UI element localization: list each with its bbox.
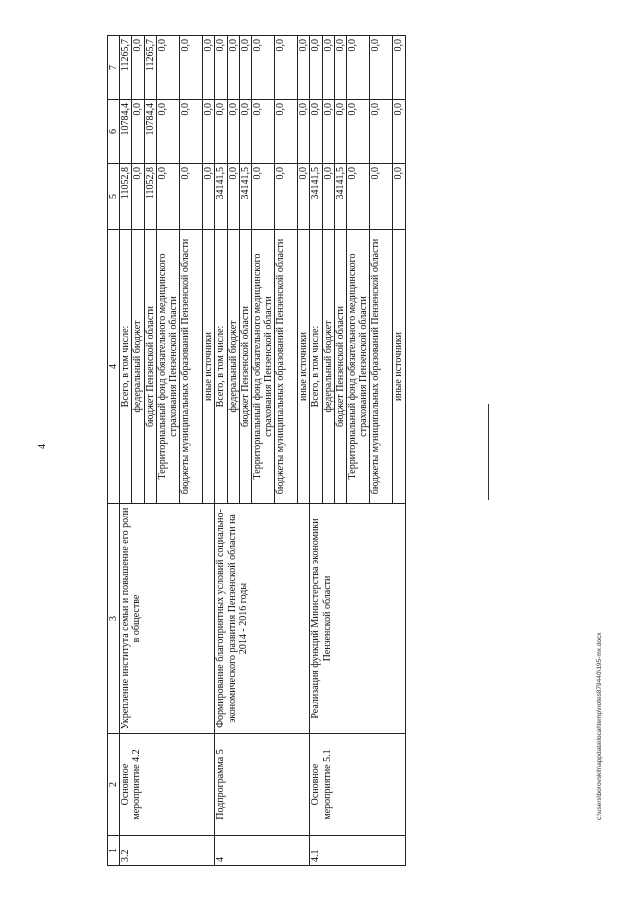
funding-source: федеральный бюджет (227, 230, 239, 504)
value-col-7: 0,0 (322, 36, 334, 100)
program-name: Основное мероприятие 4.2 (120, 734, 215, 836)
value-col-5: 34141,5 (310, 164, 322, 230)
value-col-7: 0,0 (347, 36, 370, 100)
value-col-6: 0,0 (180, 100, 203, 164)
program-description: Укрепление института семьи и повышение его роли в обществе (120, 504, 215, 734)
value-col-6: 0,0 (322, 100, 334, 164)
rotated-table-wrapper (107, 36, 473, 866)
value-col-6: 10784,4 (144, 100, 156, 164)
value-col-5: 0,0 (370, 164, 393, 230)
value-col-6: 0,0 (215, 100, 227, 164)
value-col-6: 0,0 (275, 100, 298, 164)
row-number: 4 (215, 836, 310, 866)
program-description: Формирование благоприятных условий социально-экономического развития Пензенской области на 2014 - 2016 годы (215, 504, 310, 734)
value-col-6: 0,0 (251, 100, 274, 164)
funding-source: бюджеты муниципальных образований Пензенской области (275, 230, 298, 504)
value-col-5: 11052,8 (120, 164, 132, 230)
funding-source: федеральный бюджет (322, 230, 334, 504)
value-col-5: 0,0 (322, 164, 334, 230)
value-col-6: 0,0 (132, 100, 144, 164)
program-name: Подпрограмма 5 (215, 734, 310, 836)
funding-source: иные источники (393, 230, 405, 504)
value-col-5: 0,0 (251, 164, 274, 230)
header-col-1: 1 (108, 836, 120, 866)
table-row (310, 36, 322, 866)
value-col-7: 0,0 (275, 36, 298, 100)
table-row (120, 36, 132, 866)
header-col-3: 3 (108, 504, 120, 734)
funding-source: Территориальный фонд обязательного медицинского страхования Пензенской области (251, 230, 274, 504)
funding-source: Всего, в том числе: (310, 230, 322, 504)
value-col-7: 11265,7 (144, 36, 156, 100)
funding-source: Всего, в том числе: (215, 230, 227, 504)
header-col-6: 6 (108, 100, 120, 164)
value-col-5: 0,0 (298, 164, 310, 230)
value-col-7: 0,0 (310, 36, 322, 100)
value-col-7: 0,0 (239, 36, 251, 100)
funding-source: бюджеты муниципальных образований Пензенской области (180, 230, 203, 504)
footer-file-path: c:\users\borovskih\appdata\local\temp\notes879440\195-mx.docx (596, 632, 603, 820)
header-col-4: 4 (108, 230, 120, 504)
value-col-6: 0,0 (310, 100, 322, 164)
value-col-6: 0,0 (393, 100, 405, 164)
value-col-5: 0,0 (227, 164, 239, 230)
value-col-7: 0,0 (227, 36, 239, 100)
value-col-5: 0,0 (393, 164, 405, 230)
value-col-5: 0,0 (203, 164, 215, 230)
value-col-5: 0,0 (275, 164, 298, 230)
header-col-2: 2 (108, 734, 120, 836)
value-col-6: 0,0 (334, 100, 346, 164)
value-col-7: 0,0 (132, 36, 144, 100)
value-col-5: 0,0 (156, 164, 179, 230)
table-row (215, 36, 227, 866)
page-number: 4 (37, 444, 48, 449)
value-col-6: 0,0 (298, 100, 310, 164)
value-col-7: 0,0 (215, 36, 227, 100)
funding-source: бюджет Пензенской области (144, 230, 156, 504)
value-col-6: 0,0 (203, 100, 215, 164)
table-header-row (108, 36, 120, 866)
value-col-7: 0,0 (203, 36, 215, 100)
value-col-7: 0,0 (251, 36, 274, 100)
funding-source: бюджеты муниципальных образований Пензенской области (370, 230, 393, 504)
value-col-6: 0,0 (347, 100, 370, 164)
value-col-6: 0,0 (156, 100, 179, 164)
value-col-7: 0,0 (334, 36, 346, 100)
value-col-5: 34141,5 (239, 164, 251, 230)
program-name: Основное мероприятие 5.1 (310, 734, 405, 836)
funding-source: Территориальный фонд обязательного медицинского страхования Пензенской области (156, 230, 179, 504)
header-col-7: 7 (108, 36, 120, 100)
value-col-5: 34141,5 (334, 164, 346, 230)
value-col-6: 0,0 (227, 100, 239, 164)
program-description: Реализация функций Министерства экономики Пензенской области (310, 504, 405, 734)
value-col-6: 10784,4 (120, 100, 132, 164)
separator-line (488, 404, 489, 500)
funding-source: бюджет Пензенской области (239, 230, 251, 504)
row-number: 3.2 (120, 836, 215, 866)
value-col-7: 0,0 (156, 36, 179, 100)
value-col-6: 0,0 (239, 100, 251, 164)
value-col-5: 0,0 (347, 164, 370, 230)
funding-source: бюджет Пензенской области (334, 230, 346, 504)
funding-source: федеральный бюджет (132, 230, 144, 504)
row-number: 4.1 (310, 836, 405, 866)
funding-source: Территориальный фонд обязательного медицинского страхования Пензенской области (347, 230, 370, 504)
budget-table (107, 35, 406, 866)
header-col-5: 5 (108, 164, 120, 230)
value-col-7: 0,0 (370, 36, 393, 100)
funding-source: иные источники (298, 230, 310, 504)
value-col-7: 0,0 (393, 36, 405, 100)
value-col-5: 11052,8 (144, 164, 156, 230)
value-col-6: 0,0 (370, 100, 393, 164)
funding-source: Всего, в том числе: (120, 230, 132, 504)
funding-source: иные источники (203, 230, 215, 504)
value-col-7: 0,0 (298, 36, 310, 100)
value-col-5: 34141,5 (215, 164, 227, 230)
value-col-7: 0,0 (180, 36, 203, 100)
value-col-7: 11265,7 (120, 36, 132, 100)
value-col-5: 0,0 (180, 164, 203, 230)
value-col-5: 0,0 (132, 164, 144, 230)
